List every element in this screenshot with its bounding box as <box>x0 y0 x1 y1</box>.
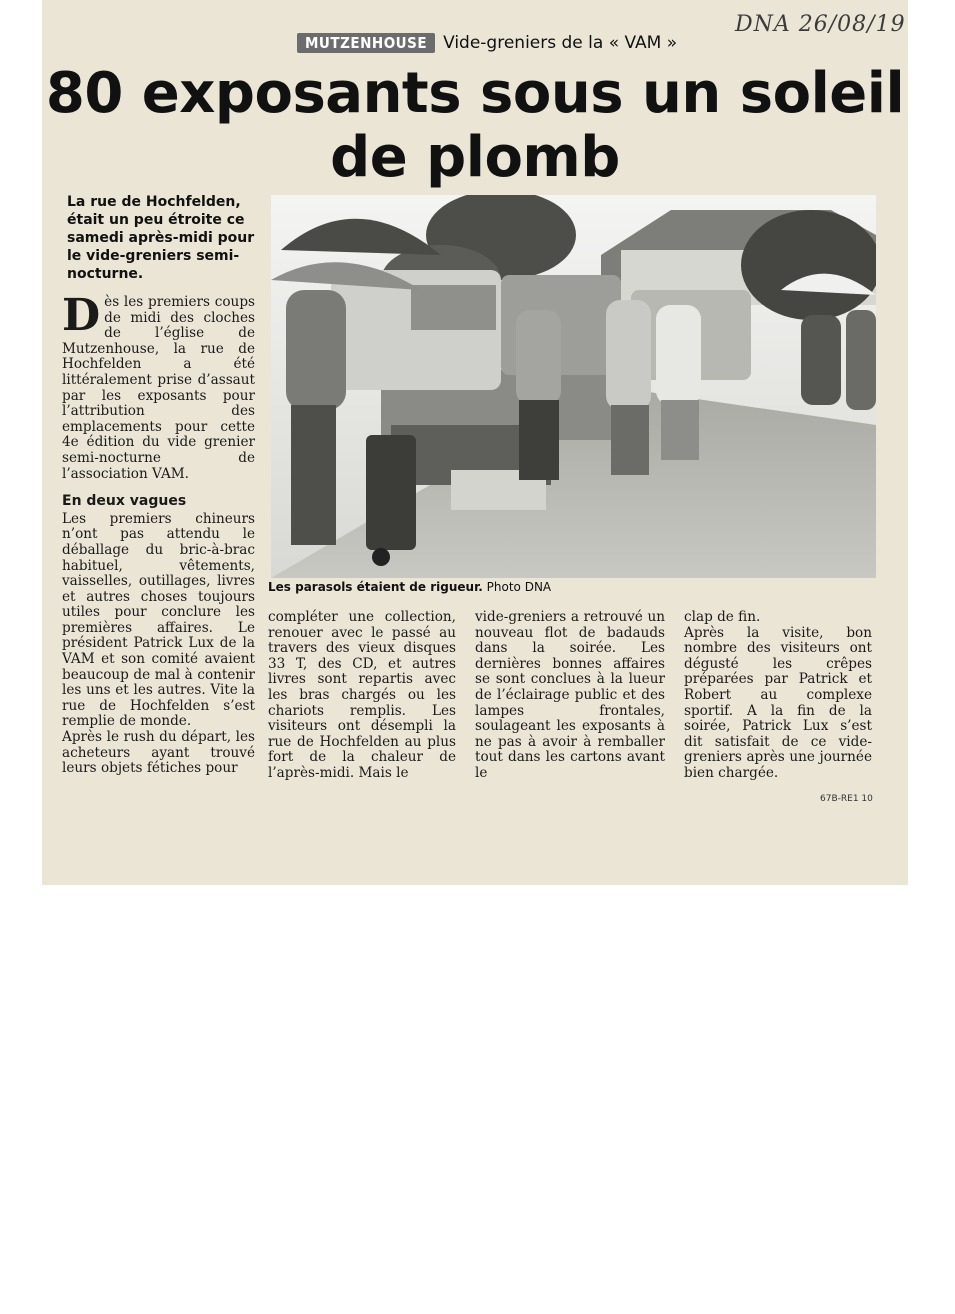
column-1 <box>62 290 255 777</box>
rubric-title: Vide-greniers de la « VAM » <box>443 33 678 53</box>
photo-caption <box>268 580 551 594</box>
page-reference: 67B-RE1 10 <box>820 794 873 804</box>
paragraph-3: Après le rush du départ, les acheteurs ayant trouvé leurs objets fétiches pour <box>62 729 255 777</box>
headline <box>42 62 908 190</box>
paragraph-2: Les premiers chineurs n’ont pas attendu le déballage du bric-à-brac habituel, vêtements, vaisselles, outillages, livres et autres choses toujours utiles pour conclure les premières affaires. Le président Patrick Lux de la VAM et son comité avaient beaucoup de mal à contenir les uns et les autres. Vite la rue de Hochfelden s’est remplie de monde. <box>62 510 255 730</box>
headline-line-1: 80 exposants sous un soleil <box>45 61 905 126</box>
lead-paragraph: La rue de Hochfelden, était un peu étroite ce samedi après-midi pour le vide-greniers semi-nocturne. <box>67 194 255 282</box>
photo-credit: Photo DNA <box>486 580 552 594</box>
market-photo-image <box>271 195 876 578</box>
column-2-text: compléter une collection, renouer avec le passé au travers des vieux disques 33 T, des CD, et autres livres sont repartis avec les bras chargés ou les chariots remplis. Les visiteurs ont désempli la rue de Hochfelden au plus fort de la chaleur de l’après-midi. Mais le <box>268 609 456 781</box>
headline-line-2: de plomb <box>330 125 620 190</box>
paragraph-1 <box>62 290 255 482</box>
handwritten-date: DNA 26/08/19 <box>735 12 906 37</box>
subheading: En deux vagues <box>62 493 187 510</box>
column-3-text: vide-greniers a retrouvé un nouveau flot de badauds dans la soirée. Les dernières bonnes affaires se sont conclues à la lueur de l’éclairage public et des lampes frontales, soulageant les exposants à ne pas à avoir à remballer tout dans les cartons avant le <box>475 609 665 781</box>
dropcap: D <box>62 290 101 341</box>
column-4-paragraph-1: clap de fin. <box>684 609 761 625</box>
column-4-paragraph-2: Après la visite, bon nombre des visiteurs ont dégusté les crêpes préparées par Patrick et Robert au complexe sportif. A la fin de la soirée, Patrick Lux s’est dit satisfait de ce vide-greniers après une journée bien chargée. <box>684 624 872 781</box>
market-photo <box>271 195 876 578</box>
newspaper-clipping <box>42 0 908 885</box>
rubric-tag: MUTZENHOUSE <box>297 33 435 53</box>
column-3 <box>475 610 665 782</box>
paragraph-1-text: ès les premiers coups de midi des cloches de l’église de Mutzenhouse, la rue de Hochfelden a été littéralement prise d’assaut par les exposants pour l’attribution des emplacements pour cette 4e édition du vide grenier semi-nocturne de l’association VAM. <box>62 294 255 482</box>
caption-text: Les parasols étaient de rigueur. <box>268 580 483 594</box>
rubric <box>297 33 677 53</box>
column-2 <box>268 610 456 782</box>
column-4 <box>684 610 872 782</box>
